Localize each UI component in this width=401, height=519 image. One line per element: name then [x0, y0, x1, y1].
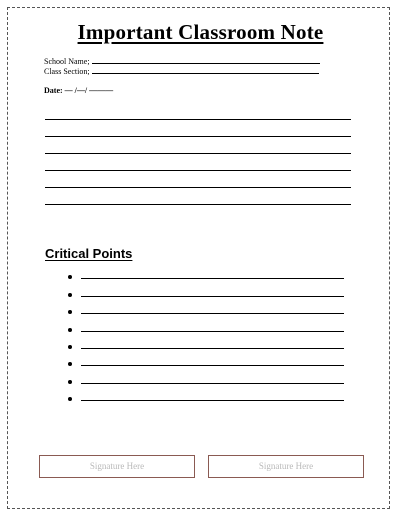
note-line[interactable]: [45, 136, 351, 137]
bullet-icon: [68, 345, 72, 349]
bullet-icon: [68, 397, 72, 401]
page-title: Important Classroom Note: [77, 20, 324, 44]
bullet-icon: [68, 310, 72, 314]
bullet-item[interactable]: [68, 292, 344, 302]
bullet-item[interactable]: [68, 396, 344, 406]
school-name-input[interactable]: [92, 63, 320, 64]
bullet-item[interactable]: [68, 309, 344, 319]
date-label: Date:: [44, 86, 63, 95]
bullet-icon: [68, 380, 72, 384]
note-line[interactable]: [45, 170, 351, 171]
bullet-icon: [68, 328, 72, 332]
class-section-label: Class Section;: [44, 67, 90, 76]
bullet-item[interactable]: [68, 274, 344, 284]
bullet-item[interactable]: [68, 361, 344, 371]
date-field: [44, 86, 113, 95]
note-line[interactable]: [45, 187, 351, 188]
school-name-label: School Name;: [44, 57, 90, 66]
bullet-icon: [68, 362, 72, 366]
bullet-icon: [68, 275, 72, 279]
bullet-item[interactable]: [68, 379, 344, 389]
bullet-item[interactable]: [68, 344, 344, 354]
note-line[interactable]: [45, 153, 351, 154]
school-name-field: [44, 57, 320, 66]
class-section-field: [44, 67, 319, 76]
date-value[interactable]: — /—/ ———: [64, 86, 114, 95]
signature-box-right[interactable]: Signature Here: [208, 455, 364, 478]
critical-points-heading: Critical Points: [45, 246, 133, 261]
bullet-icon: [68, 293, 72, 297]
bullet-item[interactable]: [68, 327, 344, 337]
class-section-input[interactable]: [92, 73, 319, 74]
note-line[interactable]: [45, 204, 351, 205]
note-line[interactable]: [45, 119, 351, 120]
signature-box-left[interactable]: Signature Here: [39, 455, 195, 478]
